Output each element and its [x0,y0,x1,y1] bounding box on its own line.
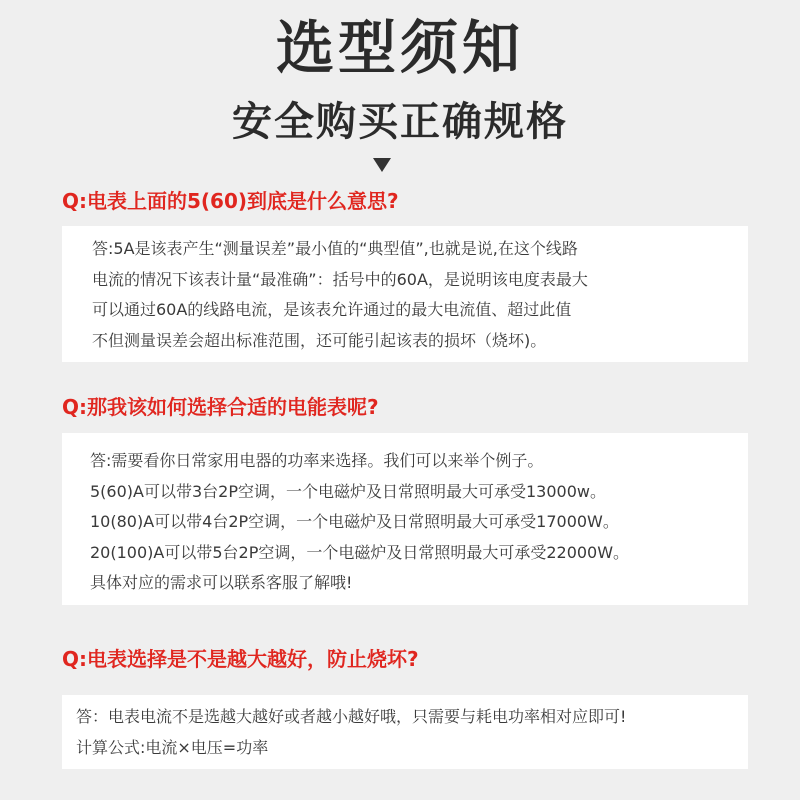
answer-box-1 [62,226,748,362]
answer-box-2 [62,433,748,605]
page-title: 选型须知 [275,14,524,82]
answer-3-line-2: 计算公式:电流×电压=功率 [76,737,269,757]
answer-2-line-2: 5(60)A可以带3台2P空调，一个电磁炉及日常照明最大可承受13000w。 [90,481,606,501]
answer-2-line-4: 20(100)A可以带5台2P空调，一个电磁炉及日常照明最大可承受22000W。 [90,542,630,562]
answer-3-line-1: 答：电表电流不是选越大越好或者越小越好哦，只需要与耗电功率相对应即可! [76,707,627,726]
down-arrow-icon [373,158,391,172]
page-subtitle: 安全购买正确规格 [232,99,568,145]
answer-2-line-5: 具体对应的需求可以联系客服了解哦! [90,573,353,592]
question-3: Q:电表选择是不是越大越好，防止烧坏? [62,647,419,671]
answer-box-3 [62,695,748,769]
question-1: Q:电表上面的5(60)到底是什么意思? [62,189,399,213]
answer-2-line-3: 10(80)A可以带4台2P空调，一个电磁炉及日常照明最大可承受17000W。 [90,512,619,531]
answer-1-line-1: 答:5A是该表产生“测量误差”最小值的“典型值”,也就是说,在这个线路 [92,239,578,258]
answer-1-line-4: 不但测量误差会超出标准范围，还可能引起该表的损坏（烧坏)。 [92,330,547,350]
question-2: Q:那我该如何选择合适的电能表呢? [62,395,379,419]
answer-2-line-1: 答:需要看你日常家用电器的功率来选择。我们可以来举个例子。 [90,451,544,470]
answer-1-line-3: 可以通过60A的线路电流，是该表允许通过的最大电流值、超过此值 [92,300,572,319]
answer-1-line-2: 电流的情况下该表计量“最准确”：括号中的60A，是说明该电度表最大 [92,269,588,289]
